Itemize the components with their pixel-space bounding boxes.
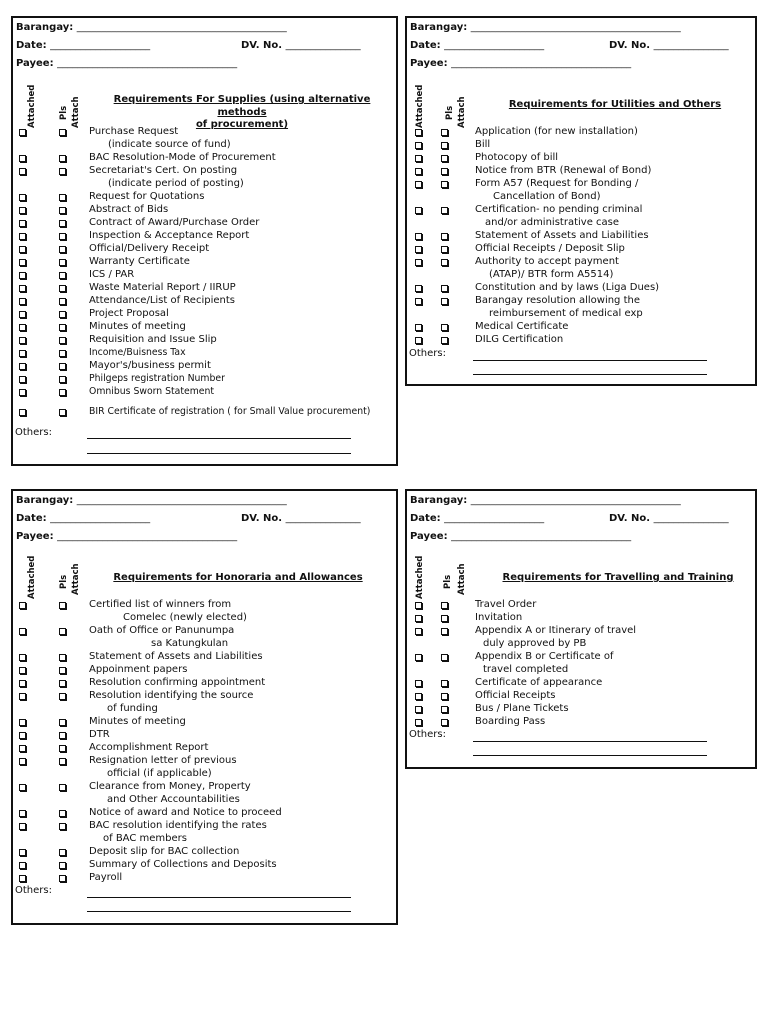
list-item: Waste Material Report / IIRUP: [13, 282, 396, 295]
list-item: Barangay resolution allowing the: [407, 295, 755, 308]
list-item: Invitation: [407, 612, 755, 625]
pls-attach-checkbox[interactable]: [59, 784, 66, 791]
others-line[interactable]: [87, 453, 351, 454]
attached-checkbox[interactable]: [19, 693, 26, 700]
attached-checkbox[interactable]: [415, 168, 422, 175]
list-item: Minutes of meeting: [13, 321, 396, 334]
travel-title: Requirements for Travelling and Training: [502, 572, 734, 583]
list-item: Warranty Certificate: [13, 256, 396, 269]
list-item: Appendix A or Itinerary of travel: [407, 625, 755, 638]
col-attached: Attached: [27, 84, 37, 128]
list-item: Appoinment papers: [13, 664, 396, 677]
barangay-field[interactable]: Barangay: __________________________________________: [16, 22, 287, 33]
pls-attach-checkbox[interactable]: [59, 376, 66, 383]
list-item: BAC resolution identifying the rates: [13, 820, 396, 833]
barangay-field[interactable]: Barangay: __________________________________________: [410, 495, 681, 506]
list-item: Official/Delivery Receipt: [13, 243, 396, 256]
dv-no-field[interactable]: DV. No. _______________: [241, 513, 361, 524]
pls-attach-checkbox[interactable]: [59, 259, 66, 266]
pls-attach-checkbox[interactable]: [59, 667, 66, 674]
attached-checkbox[interactable]: [19, 823, 26, 830]
list-item: Medical Certificate: [407, 321, 755, 334]
attached-checkbox[interactable]: [19, 207, 26, 214]
pls-attach-checkbox[interactable]: [59, 745, 66, 752]
list-item-note: sa Katungkulan: [151, 638, 229, 649]
list-item: Bus / Plane Tickets: [407, 703, 755, 716]
pls-attach-checkbox[interactable]: [59, 246, 66, 253]
list-item: Project Proposal: [13, 308, 396, 321]
list-item: Philgeps registration Number: [13, 373, 396, 386]
list-item: Resolution identifying the source: [13, 690, 396, 703]
others-line[interactable]: [87, 897, 351, 898]
pls-attach-checkbox[interactable]: [59, 810, 66, 817]
attached-checkbox[interactable]: [19, 363, 26, 370]
pls-attach-checkbox[interactable]: [441, 680, 448, 687]
date-field[interactable]: Date: ____________________: [16, 40, 151, 51]
pls-attach-checkbox[interactable]: [59, 693, 66, 700]
col-attached: Attached: [415, 555, 425, 599]
attached-checkbox[interactable]: [415, 719, 422, 726]
attached-checkbox[interactable]: [415, 628, 422, 635]
attached-checkbox[interactable]: [19, 732, 26, 739]
list-item: ICS / PAR: [13, 269, 396, 282]
list-item: Boarding Pass: [407, 716, 755, 729]
attached-checkbox[interactable]: [415, 324, 422, 331]
barangay-field[interactable]: Barangay: __________________________________________: [16, 495, 287, 506]
pls-attach-checkbox[interactable]: [59, 233, 66, 240]
col-attach: Attach: [71, 563, 81, 595]
honoraria-title: Requirements for Honoraria and Allowances: [113, 572, 363, 583]
attached-checkbox[interactable]: [19, 667, 26, 674]
payee-field[interactable]: Payee: ____________________________________: [16, 531, 238, 542]
list-item-note: official (if applicable): [107, 768, 212, 779]
attached-checkbox[interactable]: [19, 337, 26, 344]
attached-checkbox[interactable]: [19, 233, 26, 240]
others-line[interactable]: [473, 755, 707, 756]
list-item: Travel Order: [407, 599, 755, 612]
attached-checkbox[interactable]: [19, 168, 26, 175]
honoraria-card: [11, 489, 398, 925]
pls-attach-checkbox[interactable]: [59, 129, 66, 136]
pls-attach-checkbox[interactable]: [441, 246, 448, 253]
list-item: Official Receipts / Deposit Slip: [407, 243, 755, 256]
list-item: Request for Quotations: [13, 191, 396, 204]
dv-no-field[interactable]: DV. No. _______________: [609, 40, 729, 51]
pls-attach-checkbox[interactable]: [59, 350, 66, 357]
pls-attach-checkbox[interactable]: [441, 129, 448, 136]
attached-checkbox[interactable]: [19, 285, 26, 292]
attached-checkbox[interactable]: [19, 155, 26, 162]
list-item-note: Cancellation of Bond): [493, 191, 601, 202]
pls-attach-checkbox[interactable]: [59, 654, 66, 661]
list-item: BIR Certificate of registration ( for Small Value procurement): [13, 406, 396, 419]
attached-checkbox[interactable]: [19, 194, 26, 201]
attached-checkbox[interactable]: [415, 207, 422, 214]
payee-field[interactable]: Payee: ____________________________________: [410, 58, 632, 69]
list-item: Mayor's/business permit: [13, 360, 396, 373]
attached-checkbox[interactable]: [19, 602, 26, 609]
list-item: Bill: [407, 139, 755, 152]
barangay-field[interactable]: Barangay: __________________________________________: [410, 22, 681, 33]
pls-attach-checkbox[interactable]: [59, 337, 66, 344]
attached-checkbox[interactable]: [415, 259, 422, 266]
list-item: Authority to accept payment: [407, 256, 755, 269]
list-item: BAC Resolution-Mode of Procurement: [13, 152, 396, 165]
list-item: Photocopy of bill: [407, 152, 755, 165]
list-item-note: reimbursement of medical exp: [489, 308, 643, 319]
attached-checkbox[interactable]: [19, 875, 26, 882]
attached-checkbox[interactable]: [19, 810, 26, 817]
pls-attach-checkbox[interactable]: [59, 285, 66, 292]
pls-attach-checkbox[interactable]: [441, 628, 448, 635]
pls-attach-checkbox[interactable]: [59, 732, 66, 739]
list-item: Payroll: [13, 872, 396, 885]
col-attach: Attach: [71, 96, 81, 128]
pls-attach-checkbox[interactable]: [59, 602, 66, 609]
list-item-note: of BAC members: [103, 833, 187, 844]
list-item: Secretariat's Cert. On posting: [13, 165, 396, 178]
list-item: Inspection & Acceptance Report: [13, 230, 396, 243]
date-field[interactable]: Date: ____________________: [410, 513, 545, 524]
pls-attach-checkbox[interactable]: [441, 602, 448, 609]
list-item: Statement of Assets and Liabilities: [407, 230, 755, 243]
col-attached: Attached: [27, 555, 37, 599]
attached-checkbox[interactable]: [415, 680, 422, 687]
pls-attach-checkbox[interactable]: [441, 155, 448, 162]
date-field[interactable]: Date: ____________________: [16, 513, 151, 524]
pls-attach-checkbox[interactable]: [59, 194, 66, 201]
attached-checkbox[interactable]: [19, 758, 26, 765]
attached-checkbox[interactable]: [415, 615, 422, 622]
attached-checkbox[interactable]: [19, 849, 26, 856]
pls-attach-checkbox[interactable]: [59, 849, 66, 856]
list-item: Purchase Request: [13, 126, 396, 139]
list-item: Official Receipts: [407, 690, 755, 703]
pls-attach-checkbox[interactable]: [59, 324, 66, 331]
pls-attach-checkbox[interactable]: [59, 409, 66, 416]
list-item: DILG Certification: [407, 334, 755, 347]
attached-checkbox[interactable]: [415, 155, 422, 162]
pls-attach-checkbox[interactable]: [59, 862, 66, 869]
col-pls: Pls: [59, 105, 69, 120]
attached-checkbox[interactable]: [19, 272, 26, 279]
date-field[interactable]: Date: ____________________: [410, 40, 545, 51]
others-line[interactable]: [473, 360, 707, 361]
pls-attach-checkbox[interactable]: [441, 706, 448, 713]
pls-attach-checkbox[interactable]: [59, 363, 66, 370]
pls-attach-checkbox[interactable]: [59, 298, 66, 305]
list-item-note: (indicate period of posting): [108, 178, 244, 189]
travel-card: [405, 489, 757, 769]
attached-checkbox[interactable]: [415, 181, 422, 188]
attached-checkbox[interactable]: [19, 311, 26, 318]
supplies-card: [11, 16, 398, 466]
others-line[interactable]: [87, 911, 351, 912]
list-item: Deposit slip for BAC collection: [13, 846, 396, 859]
list-item: Contract of Award/Purchase Order: [13, 217, 396, 230]
attached-checkbox[interactable]: [19, 745, 26, 752]
list-item: Appendix B or Certificate of: [407, 651, 755, 664]
others-label: Others:: [409, 348, 446, 359]
attached-checkbox[interactable]: [415, 285, 422, 292]
list-item: Attendance/List of Recipients: [13, 295, 396, 308]
utilities-card: [405, 16, 757, 386]
list-item-note: and Other Accountabilities: [107, 794, 240, 805]
list-item: Statement of Assets and Liabilities: [13, 651, 396, 664]
list-item: Certified list of winners from: [13, 599, 396, 612]
list-item-note: (ATAP)/ BTR form A5514): [489, 269, 614, 280]
pls-attach-checkbox[interactable]: [441, 233, 448, 240]
list-item: Summary of Collections and Deposits: [13, 859, 396, 872]
attached-checkbox[interactable]: [19, 784, 26, 791]
attached-checkbox[interactable]: [19, 376, 26, 383]
pls-attach-checkbox[interactable]: [59, 875, 66, 882]
attached-checkbox[interactable]: [19, 129, 26, 136]
pls-attach-checkbox[interactable]: [441, 298, 448, 305]
col-attach: Attach: [457, 563, 467, 595]
pls-attach-checkbox[interactable]: [441, 654, 448, 661]
payee-field[interactable]: Payee: ____________________________________: [16, 58, 238, 69]
col-attached: Attached: [415, 84, 425, 128]
pls-attach-checkbox[interactable]: [441, 324, 448, 331]
attached-checkbox[interactable]: [19, 862, 26, 869]
utilities-title: Requirements for Utilities and Others: [508, 99, 722, 110]
list-item: Minutes of meeting: [13, 716, 396, 729]
pls-attach-checkbox[interactable]: [59, 719, 66, 726]
others-label: Others:: [409, 729, 446, 740]
attached-checkbox[interactable]: [19, 389, 26, 396]
list-item: Application (for new installation): [407, 126, 755, 139]
list-item: Certification- no pending criminal: [407, 204, 755, 217]
col-pls: Pls: [443, 574, 453, 589]
pls-attach-checkbox[interactable]: [59, 628, 66, 635]
list-item: Notice from BTR (Renewal of Bond): [407, 165, 755, 178]
attached-checkbox[interactable]: [19, 259, 26, 266]
others-line[interactable]: [473, 374, 707, 375]
dv-no-field[interactable]: DV. No. _______________: [241, 40, 361, 51]
pls-attach-checkbox[interactable]: [59, 207, 66, 214]
list-item-note: of funding: [107, 703, 158, 714]
dv-no-field[interactable]: DV. No. _______________: [609, 513, 729, 524]
list-item: Resignation letter of previous: [13, 755, 396, 768]
pls-attach-checkbox[interactable]: [441, 168, 448, 175]
attached-checkbox[interactable]: [415, 693, 422, 700]
pls-attach-checkbox[interactable]: [441, 719, 448, 726]
attached-checkbox[interactable]: [415, 337, 422, 344]
pls-attach-checkbox[interactable]: [59, 758, 66, 765]
list-item: Income/Buisness Tax: [13, 347, 396, 360]
attached-checkbox[interactable]: [415, 246, 422, 253]
attached-checkbox[interactable]: [19, 298, 26, 305]
attached-checkbox[interactable]: [19, 220, 26, 227]
col-pls: Pls: [445, 105, 455, 120]
attached-checkbox[interactable]: [415, 602, 422, 609]
pls-attach-checkbox[interactable]: [59, 311, 66, 318]
attached-checkbox[interactable]: [19, 409, 26, 416]
attached-checkbox[interactable]: [19, 719, 26, 726]
pls-attach-checkbox[interactable]: [59, 220, 66, 227]
attached-checkbox[interactable]: [415, 142, 422, 149]
attached-checkbox[interactable]: [19, 654, 26, 661]
list-item: Clearance from Money, Property: [13, 781, 396, 794]
list-item-note: (indicate source of fund): [108, 139, 231, 150]
list-item: Form A57 (Request for Bonding /: [407, 178, 755, 191]
list-item-note: travel completed: [483, 664, 569, 675]
list-item: DTR: [13, 729, 396, 742]
list-item: Constitution and by laws (Liga Dues): [407, 282, 755, 295]
pls-attach-checkbox[interactable]: [59, 168, 66, 175]
others-label: Others:: [15, 885, 52, 896]
pls-attach-checkbox[interactable]: [441, 285, 448, 292]
pls-attach-checkbox[interactable]: [59, 389, 66, 396]
attached-checkbox[interactable]: [415, 654, 422, 661]
others-line[interactable]: [473, 741, 707, 742]
list-item-note: and/or administrative case: [485, 217, 620, 228]
pls-attach-checkbox[interactable]: [441, 259, 448, 266]
pls-attach-checkbox[interactable]: [59, 155, 66, 162]
pls-attach-checkbox[interactable]: [441, 207, 448, 214]
pls-attach-checkbox[interactable]: [441, 142, 448, 149]
attached-checkbox[interactable]: [415, 129, 422, 136]
pls-attach-checkbox[interactable]: [59, 823, 66, 830]
list-item: Abstract of Bids: [13, 204, 396, 217]
list-item: Accomplishment Report: [13, 742, 396, 755]
attached-checkbox[interactable]: [19, 680, 26, 687]
pls-attach-checkbox[interactable]: [441, 181, 448, 188]
col-pls: Pls: [59, 574, 69, 589]
list-item: Requisition and Issue Slip: [13, 334, 396, 347]
list-item: Omnibus Sworn Statement: [13, 386, 396, 399]
list-item: Oath of Office or Panunumpa: [13, 625, 396, 638]
attached-checkbox[interactable]: [19, 324, 26, 331]
list-item-note: duly approved by PB: [483, 638, 587, 649]
pls-attach-checkbox[interactable]: [59, 272, 66, 279]
pls-attach-checkbox[interactable]: [441, 615, 448, 622]
others-line[interactable]: [87, 438, 351, 439]
list-item: Notice of award and Notice to proceed: [13, 807, 396, 820]
pls-attach-checkbox[interactable]: [441, 337, 448, 344]
list-item-note: Comelec (newly elected): [123, 612, 247, 623]
attached-checkbox[interactable]: [415, 706, 422, 713]
col-attach: Attach: [457, 96, 467, 128]
attached-checkbox[interactable]: [19, 350, 26, 357]
supplies-title: Requirements For Supplies (using alternative methods of procurement): [113, 94, 371, 130]
others-label: Others:: [15, 427, 52, 438]
attached-checkbox[interactable]: [415, 233, 422, 240]
list-item: Certificate of appearance: [407, 677, 755, 690]
list-item: Resolution confirming appointment: [13, 677, 396, 690]
attached-checkbox[interactable]: [415, 298, 422, 305]
pls-attach-checkbox[interactable]: [59, 680, 66, 687]
pls-attach-checkbox[interactable]: [441, 693, 448, 700]
attached-checkbox[interactable]: [19, 628, 26, 635]
attached-checkbox[interactable]: [19, 246, 26, 253]
payee-field[interactable]: Payee: ____________________________________: [410, 531, 632, 542]
